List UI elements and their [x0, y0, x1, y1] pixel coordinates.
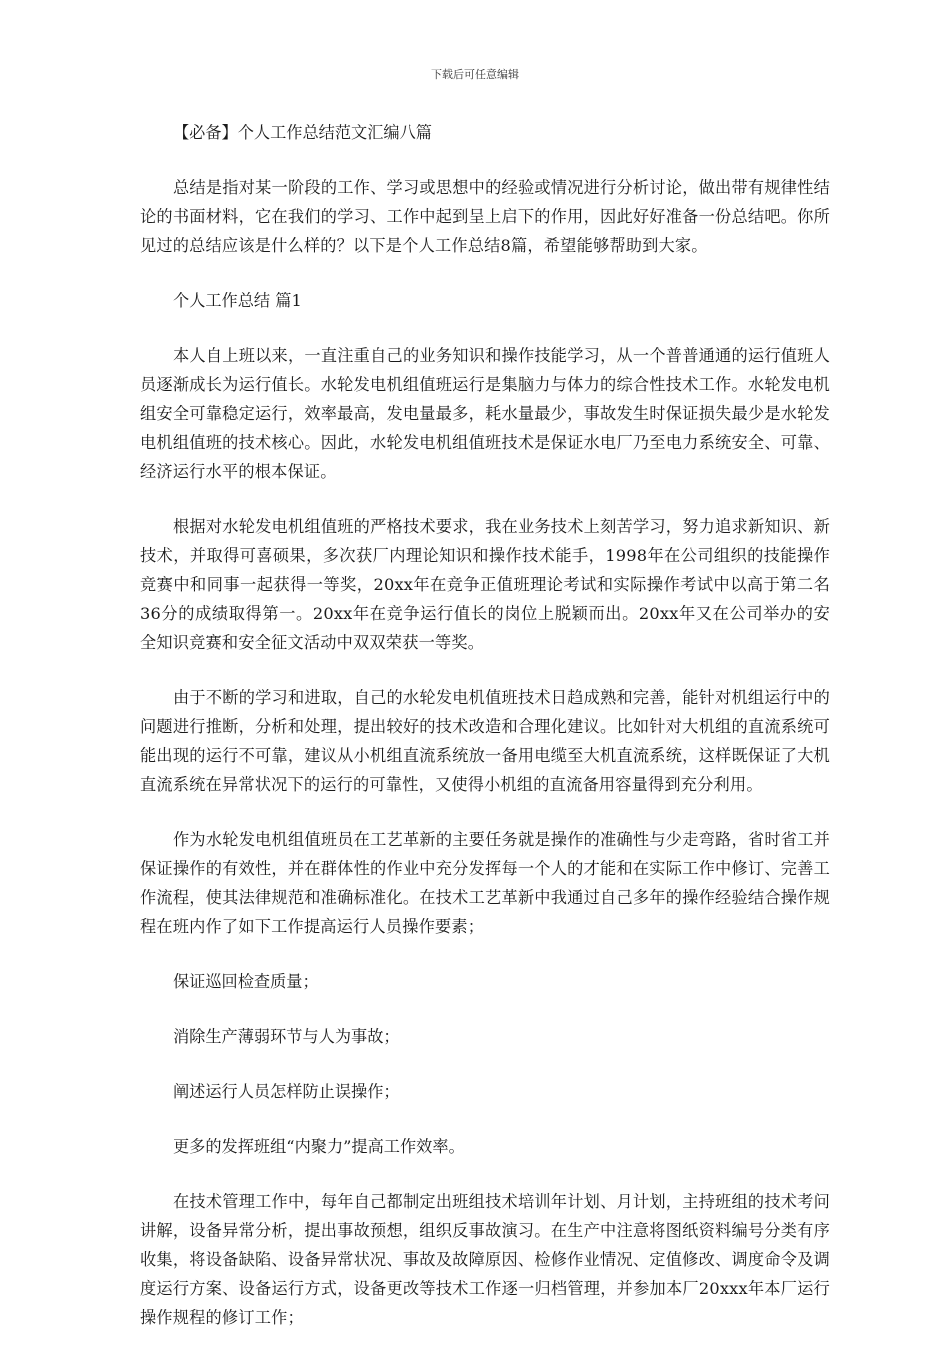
list-item-3: 阐述运行人员怎样防止误操作；: [173, 1082, 400, 1101]
intro-paragraph: 总结是指对某一阶段的工作、学习或思想中的经验或情况进行分析讨论，做出带有规律性结论的书面材料，它在我们的学习、工作中起到呈上启下的作用，因此好好准备一份总结吧。你所见过的总结应该是什么样的？以下是个人工作总结8篇，希望能够帮助到大家。: [140, 178, 830, 255]
body-paragraph-4: 作为水轮发电机组值班员在工艺革新的主要任务就是操作的准确性与少走弯路，省时省工并保证操作的有效性，并在群体性的作业中充分发挥每一个人的才能和在实际工作中修订、完善工作流程，使其法律规范和准确标准化。在技术工艺革新中我通过自己多年的操作经验结合操作规程在班内作了如下工作提高运行人员操作要素；: [140, 830, 830, 936]
list-item-2: 消除生产薄弱环节与人为事故；: [173, 1027, 400, 1046]
document-body: [140, 118, 830, 1358]
list-item-1: 保证巡回检查质量；: [173, 972, 319, 991]
section-title: 个人工作总结 篇1: [173, 291, 302, 310]
closing-paragraph: 在技术管理工作中，每年自己都制定出班组技术培训年计划、月计划，主持班组的技术考问讲解，设备异常分析，提出事故预想，组织反事故演习。在生产中注意将图纸资料编号分类有序收集，将设备缺陷、设备异常状况、事故及故障原因、检修作业情况、定值修改、调度命令及调度运行方案、设备运行方式，设备更改等技术工作逐一归档管理，并参加本厂20xxx年本厂运行操作规程的修订工作；: [140, 1192, 830, 1327]
list-item-4: 更多的发挥班组“内聚力”提高工作效率。: [173, 1137, 465, 1156]
document-title: 【必备】个人工作总结范文汇编八篇: [173, 123, 432, 142]
body-paragraph-1: 本人自上班以来，一直注重自己的业务知识和操作技能学习，从一个普普通通的运行值班人员逐渐成长为运行值长。水轮发电机组值班运行是集脑力与体力的综合性技术工作。水轮发电机组安全可靠稳定运行，效率最高，发电量最多，耗水量最少，事故发生时保证损失最少是水轮发电机组值班的技术核心。因此，水轮发电机组值班技术是保证水电厂乃至电力系统安全、可靠、经济运行水平的根本保证。: [140, 346, 830, 481]
body-paragraph-3: 由于不断的学习和进取，自己的水轮发电机值班技术日趋成熟和完善，能针对机组运行中的问题进行推断，分析和处理，提出较好的技术改造和合理化建议。比如针对大机组的直流系统可能出现的运行不可靠，建议从小机组直流系统放一备用电缆至大机直流系统，这样既保证了大机直流系统在异常状况下的运行的可靠性，又使得小机组的直流备用容量得到充分利用。: [140, 688, 830, 794]
body-paragraph-2: 根据对水轮发电机组值班的严格技术要求，我在业务技术上刻苦学习，努力追求新知识、新技术，并取得可喜硕果，多次获厂内理论知识和操作技术能手，1998年在公司组织的技能操作竞赛中和同事一起获得一等奖，20xx年在竞争正值班理论考试和实际操作考试中以高于第二名36分的成绩取得第一。20xx年在竞争运行值长的岗位上脱颖而出。20xx年又在公司举办的安全知识竞赛和安全征文活动中双双荣获一等奖。: [140, 517, 830, 652]
header-note: 下载后可任意编辑: [431, 68, 519, 81]
